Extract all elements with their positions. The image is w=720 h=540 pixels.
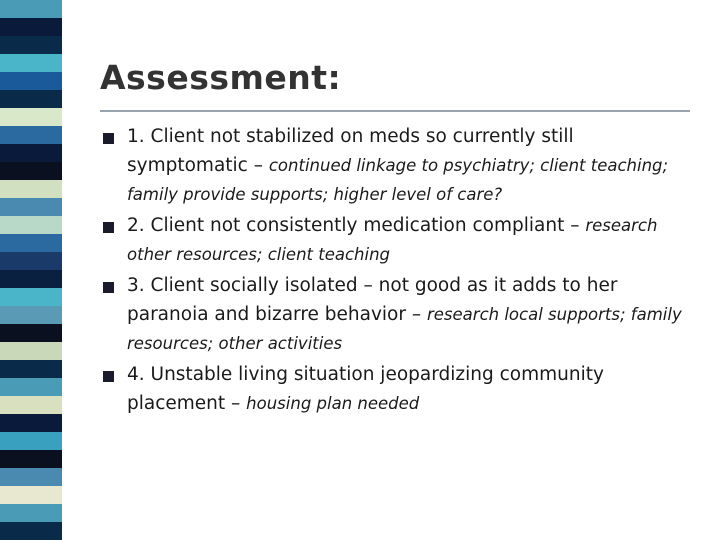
stripe-segment: [0, 162, 62, 180]
stripe-segment: [0, 288, 62, 306]
stripe-segment: [0, 378, 62, 396]
bullet-item-1: [100, 122, 700, 209]
bullet-item-2: [100, 211, 700, 269]
stripe-segment: [0, 486, 62, 504]
bullet-intervention: housing plan needed: [246, 394, 420, 413]
bullet-item-3: [100, 271, 700, 358]
stripe-segment: [0, 144, 62, 162]
stripe-segment: [0, 126, 62, 144]
stripe-segment: [0, 450, 62, 468]
bullet-item-4: [100, 360, 700, 418]
stripe-segment: [0, 180, 62, 198]
stripe-segment: [0, 216, 62, 234]
stripe-segment: [0, 234, 62, 252]
square-bullet-icon: [103, 371, 114, 382]
stripe-segment: [0, 342, 62, 360]
stripe-segment: [0, 198, 62, 216]
bullet-statement: 3. Client socially isolated – not good as it adds to her paranoia and bizarre behavior –: [127, 275, 618, 325]
stripe-segment: [0, 468, 62, 486]
stripe-segment: [0, 522, 62, 540]
stripe-segment: [0, 396, 62, 414]
bullet-intervention: research local supports; family resources; other activities: [127, 305, 682, 353]
stripe-segment: [0, 306, 62, 324]
stripe-segment: [0, 270, 62, 288]
bullet-statement: 1. Client not stabilized on meds so currently still symptomatic –: [127, 126, 574, 176]
decorative-stripe-bar: [0, 0, 62, 540]
bullet-intervention: continued linkage to psychiatry; client teaching; family provide supports; higher level of care?: [127, 156, 669, 204]
bullet-list: [100, 122, 700, 420]
stripe-segment: [0, 18, 62, 36]
stripe-segment: [0, 72, 62, 90]
stripe-segment: [0, 414, 62, 432]
stripe-segment: [0, 36, 62, 54]
stripe-segment: [0, 252, 62, 270]
stripe-segment: [0, 54, 62, 72]
bullet-statement: 4. Unstable living situation jeopardizing community placement –: [127, 364, 604, 414]
stripe-segment: [0, 432, 62, 450]
stripe-segment: [0, 90, 62, 108]
bullet-statement: 2. Client not consistently medication compliant –: [127, 215, 586, 236]
square-bullet-icon: [103, 222, 114, 233]
slide-title: Assessment:: [100, 58, 342, 97]
square-bullet-icon: [103, 282, 114, 293]
stripe-segment: [0, 360, 62, 378]
title-divider: [100, 110, 690, 112]
stripe-segment: [0, 0, 62, 18]
square-bullet-icon: [103, 133, 114, 144]
stripe-segment: [0, 504, 62, 522]
stripe-segment: [0, 324, 62, 342]
bullet-intervention: research other resources; client teaching: [127, 216, 658, 264]
stripe-segment: [0, 108, 62, 126]
